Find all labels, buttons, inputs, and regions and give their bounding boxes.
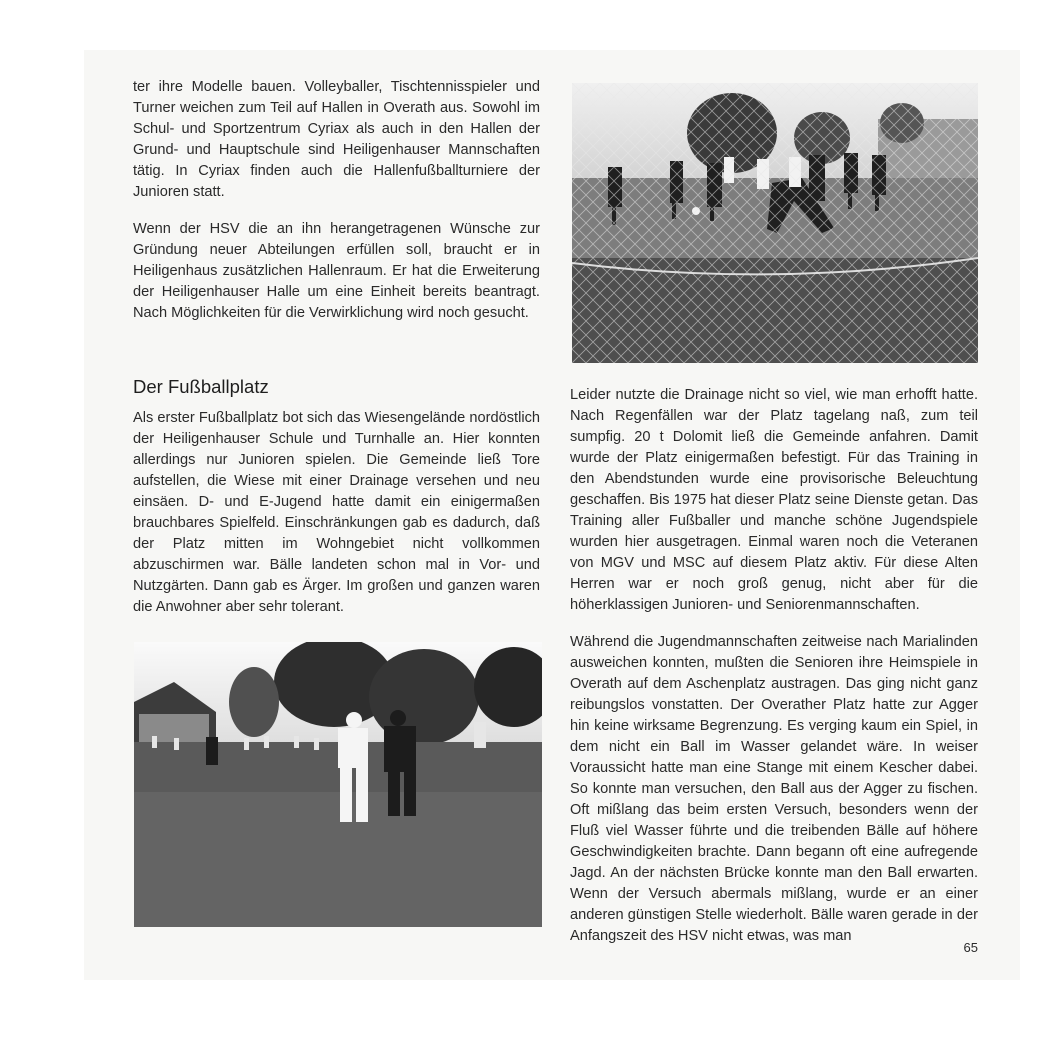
photo-goal-penalty-scene [572,83,978,363]
paragraph: Wenn der HSV die an ihn herangetragenen Wünsche zur Gründung neuer Abteilungen erfüllen soll, braucht er in Heiligenhaus zusätzlichen Hallenraum. Er hat die Erweiterung der Heiligenhauser Halle um eine Einheit bereits beantragt. Nach Möglichkeiten für die Verwirklichung wird noch gesucht. [133,221,540,321]
right-column-text [570,385,978,947]
left-column-section-text [133,408,540,618]
left-column-top-text [133,77,540,324]
photo-image [572,83,978,363]
photo-players-on-field [134,642,542,927]
section-heading: Der Fußballplatz [133,376,269,397]
paragraph: Als erster Fußballplatz bot sich das Wiesengelände nordöstlich der Heiligenhauser Schule und Turnhalle an. Hier konnten allerdings nur Junioren spielen. Die Gemeinde ließ Tore aufstellen, die Wiese mit einer Drainage versehen und neu einsäen. D- und E-Jugend hatte damit ein einigermaßen brauchbares Spielfeld. Einschränkungen gab es dadurch, daß der Platz mitten im Wohngebiet nicht vollkommen abzuschirmen war. Bälle landeten schon mal in Vor- und Nutzgärten. Dann gab es Ärger. Im großen und ganzen waren die Anwohner aber sehr tolerant. [133,410,540,615]
paragraph: ter ihre Modelle bauen. Volleyballer, Tischtennisspieler und Turner weichen zum Teil auf Hallen in Overath aus. Sowohl im Schul- und Sportzentrum Cyriax als auch in den Hallen der Grund- und Hauptschule sind Heiligenhauser Mannschaften tätig. In Cyriax finden auch die Hallenfußballturniere der Junioren statt. [133,79,540,200]
paragraph: Leider nutzte die Drainage nicht so viel, wie man erhofft hatte. Nach Regenfällen war der Platz tagelang naß, zum teil sumpfig. 20 t Dolomit ließ die Gemeinde anfahren. Damit wurde der Platz einigermaßen befestigt. Für das Training in den Abendstunden wurde eine provisorische Beleuchtung geschaffen. Bis 1975 hat dieser Platz seine Dienste getan. Das Training aller Fußballer und manche schöne Jugendspiele wurden hier ausgetragen. Einmal waren noch die Veteranen von MGV und MSC auf diesem Platz aktiv. Für diese Alten Herren war er noch groß genug, nicht aber für die höherklassigen Junioren- und Seniorenmannschaften. [570,387,978,613]
page-number: 65 [963,940,978,955]
photo-image [134,642,542,927]
paragraph: Während die Jugendmannschaften zeitweise nach Marialinden ausweichen konnten, mußten die Senioren ihre Heimspiele in Overath auf dem Aschenplatz austragen. Das ging nicht ganz reibungslos vonstatten. Der Overather Platz hatte zur Agger hin keine wirksame Begrenzung. Es verging kaum ein Spiel, in dem nicht ein Ball im Wasser gelandet wäre. In weiser Voraussicht hatte man eine Stange mit einem Kescher dabei. So konnte man versuchen, den Ball aus der Agger zu fischen. Oft mißlang das beim ersten Versuch, besonders wenn der Fluß viel Wasser führte und die treibenden Bälle auf höhere Geschwindigkeiten brachte. Dann begann oft eine aufregende Jagd. An der nächsten Brücke konnte man den Ball erwarten. Wenn der Versuch abermals mißlang, wurde er an einer anderen günstigen Stelle wiederholt. Bälle waren gerade in der Anfangszeit des HSV nicht etwas, was man [570,634,978,944]
